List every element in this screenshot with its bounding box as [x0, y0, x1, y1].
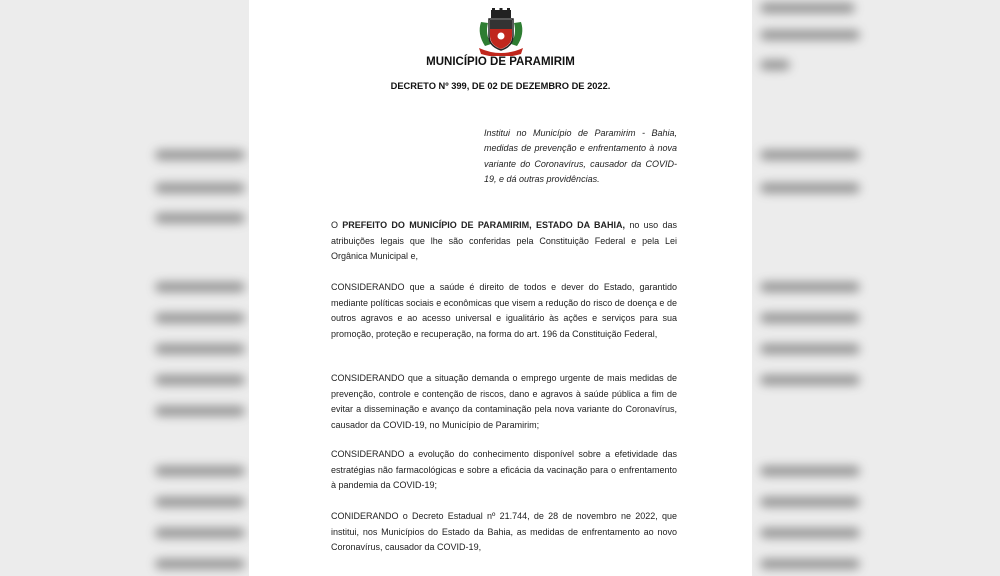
considering-paragraph-2: CONSIDERANDO que a situação demanda o emprego urgente de mais medidas de prevenção, controle e contenção de riscos, dano e agravos à saúde pública a fim de evitar a disseminação e avanço da contaminação pela nova variante do Coronavírus, causador da COVID-19, no Município de Paramirim;	[331, 373, 677, 430]
considering-paragraph-4: CONIDERANDO o Decreto Estadual nº 21.744, de 28 de novembro ne 2022, que institui, nos Municípios do Estado da Bahia, as medidas de enfrentamento ao novo Coronavírus, causador da COVID-19,	[331, 511, 677, 553]
preamble-paragraph	[331, 218, 677, 265]
preamble-rest: no uso das atribuições legais que lhe são conferidas pela Constituição Federal e pela Lei Orgânica Municipal e,	[331, 220, 677, 262]
document-page	[249, 0, 752, 576]
preamble-prefix: O	[331, 220, 343, 230]
preamble-bold: PREFEITO DO MUNICÍPIO DE PARAMIRIM, ESTADO DA BAHIA,	[342, 220, 626, 230]
decree-summary: Institui no Município de Paramirim - Bahia, medidas de prevenção e enfrentamento à nova variante do Coronavírus, causador da COVID-19, e dá outras providências.	[484, 128, 677, 184]
decree-title: DECRETO Nº 399, DE 02 DE DEZEMBRO DE 2022.	[390, 81, 611, 91]
municipal-crest-icon	[475, 8, 527, 56]
considering-paragraph-1: CONSIDERANDO que a saúde é direito de todos e dever do Estado, garantido mediante políticas sociais e econômicas que visem a redução do risco de doença e de outros agravos e ao acesso universal e igualitário às ações e serviços para sua promoção, proteção e recuperação, na forma do art. 196 da Constituição Federal,	[331, 282, 677, 339]
considering-paragraph-3: CONSIDERANDO a evolução do conhecimento disponível sobre a efetividade das estratégias não farmacológicas e sobre a eficácia da vacinação para o enfrentamento à pandemia da COVID-19;	[331, 449, 677, 491]
municipality-title: MUNICÍPIO DE PARAMIRIM	[426, 56, 575, 68]
